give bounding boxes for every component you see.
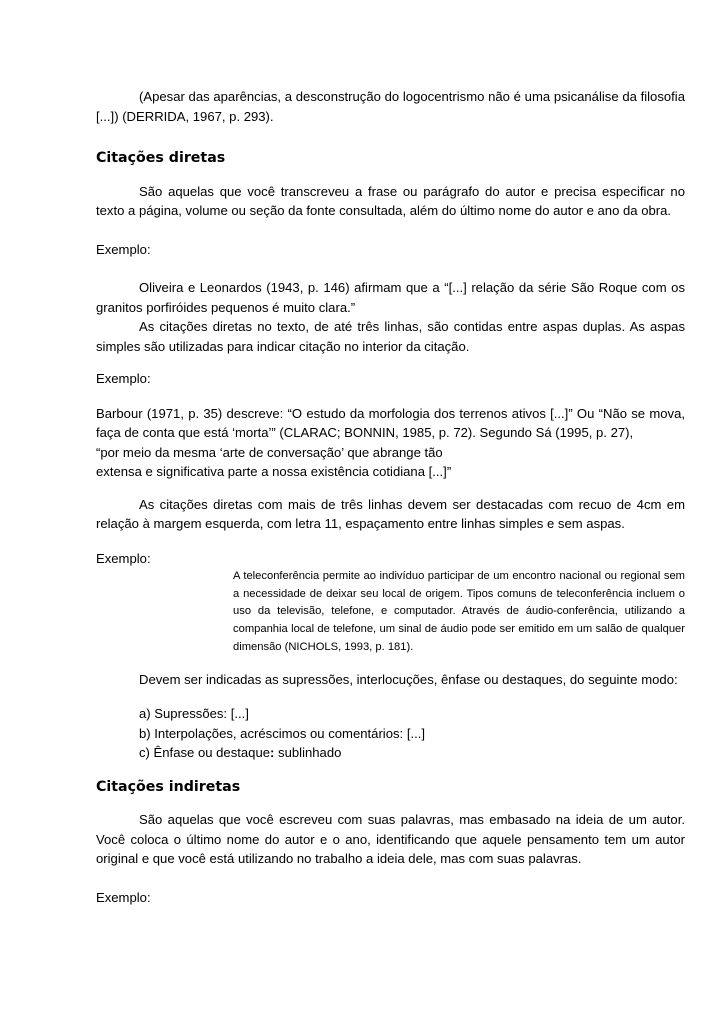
example-label: Exemplo: [96, 550, 151, 566]
section-heading-indiretas: Citações indiretas [96, 778, 241, 795]
example-label: Exemplo: [96, 371, 151, 386]
indiretas-definition: São aquelas que você escreveu com suas palavras, mas embasado na ideia de um autor. Você coloca o último nome do autor e o ano, identificando que aquele pensamento tem um autor original e que você está utilizando no trabalho a ideia dele, mas com suas palavras. [96, 812, 685, 867]
ate-tres-linhas-paragraph: As citações diretas no texto, de até três linhas, são contidas entre aspas duplas. As aspas simples são utilizadas para indicar citação no interior da citação. [96, 319, 685, 354]
list-item-enfase-colon: : [270, 745, 275, 761]
example-label: Exemplo: [96, 241, 151, 257]
document-page [96, 87, 685, 907]
list-item-interpolacoes: b) Interpolações, acréscimos ou comentários: [...] [139, 725, 426, 741]
devem-paragraph: Devem ser indicadas as supressões, interlocuções, ênfase ou destaques, do seguinte modo: [139, 671, 678, 687]
barbour-paragraph: Barbour (1971, p. 35) descreve: “O estudo da morfologia dos terrenos ativos [...]” Ou “Não se mova, faça de conta que está ‘morta’” (CLARAC; BONNIN, 1985, p. 72). Segundo Sá (1995, p. 27), [96, 405, 685, 440]
barbour-line-3: extensa e significativa parte a nossa existência cotidiana [...]” [96, 464, 452, 479]
list-item-supressoes: a) Supressões: [...] [139, 706, 249, 722]
barbour-line-2: “por meio da mesma ‘arte de conversação’ que abrange tão [96, 444, 443, 460]
list-item-enfase [139, 743, 685, 763]
example-label: Exemplo: [96, 889, 151, 905]
indication-list [139, 704, 685, 763]
section-heading-diretas: Citações diretas [96, 150, 226, 166]
oliveira-paragraph: Oliveira e Leonardos (1943, p. 146) afirmam que a “[...] relação da série São Roque com os granitos porfiróides pequenos é muito clara.” [96, 280, 685, 315]
list-item-enfase-value: sublinhado [274, 745, 342, 761]
list-item-enfase-label: c) Ênfase ou destaque [139, 745, 271, 761]
block-quote: A teleconferência permite ao indivíduo participar de um encontro nacional ou regional sem a necessidade de deixar seu local de origem. Tipos comuns de teleconferência incluem o uso da televisão, telefone, e computador. Através de áudio-conferência, utilizando a companhia local de telefone, um sinal de áudio pode ser emitido em um salão de qualquer dimensão (NICHOLS, 1993, p. 181). [233, 570, 685, 653]
intro-paragraph: (Apesar das aparências, a desconstrução do logocentrismo não é uma psicanálise da filosofia [...]) (DERRIDA, 1967, p. 293). [96, 89, 685, 124]
diretas-definition: São aquelas que você transcreveu a frase ou parágrafo do autor e precisa especificar no texto a página, volume ou seção da fonte consultada, além do último nome do autor e ano da obra. [96, 183, 685, 218]
mais-tres-linhas-paragraph: As citações diretas com mais de três linhas devem ser destacadas com recuo de 4cm em relação à margem esquerda, com letra 11, espaçamento entre linhas simples e sem aspas. [96, 496, 685, 531]
